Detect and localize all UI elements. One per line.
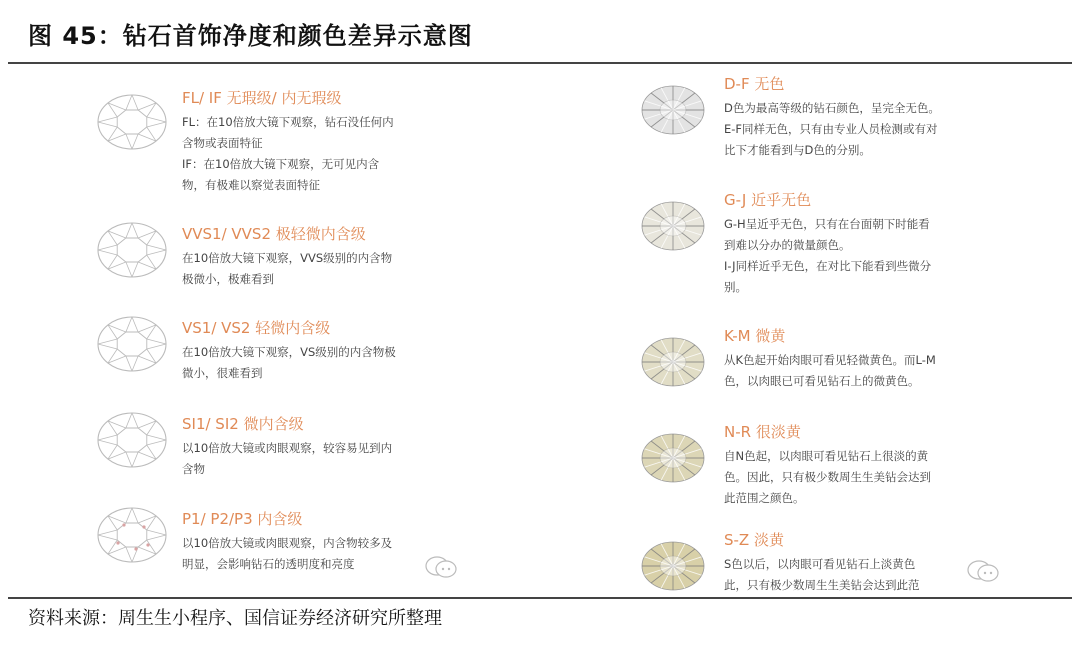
color-description: [724, 350, 994, 392]
color-column: [552, 70, 1012, 592]
diamond-outline-icon: [96, 505, 168, 565]
diamond-outline-icon: [96, 410, 168, 470]
title-bar: [0, 0, 1080, 64]
color-grade-item: [552, 72, 1012, 192]
color-description: [724, 98, 994, 161]
clarity-description-line: 明显，会影响钻石的透明度和亮度: [182, 557, 355, 571]
clarity-description: [182, 248, 527, 290]
clarity-heading: P1/ P2/P3 内含级: [182, 510, 303, 528]
top-rule: [8, 62, 1072, 64]
clarity-description: [182, 112, 527, 196]
color-grade-item: [552, 528, 1012, 648]
clarity-heading: SI1/ SI2 微内含级: [182, 415, 304, 433]
clarity-description-line: 极微小，极难看到: [182, 272, 274, 286]
clarity-column: [72, 70, 532, 584]
clarity-heading: FL/ IF 无瑕级/ 内无瑕级: [182, 89, 342, 107]
clarity-description-line: 微小，很难看到: [182, 366, 263, 380]
figure-title: 图 45：钻石首饰净度和颜色差异示意图: [28, 22, 473, 50]
diamond-icon: [640, 540, 706, 592]
source-note: 资料来源：周生生小程序、国信证券经济研究所整理: [28, 608, 442, 629]
chat-bubble-icon: [424, 554, 458, 580]
clarity-heading: VVS1/ VVS2 极轻微内含级: [182, 225, 366, 243]
clarity-grade-item: [72, 84, 532, 194]
clarity-grade-item: [72, 410, 532, 520]
clarity-description-line: 以10倍放大镜或肉眼观察，内含物较多及: [182, 536, 393, 550]
color-description-line: G-H呈近乎无色，只有在台面朝下时能看: [724, 217, 930, 231]
clarity-description-line: 含物或表面特征: [182, 136, 263, 150]
chat-bubble-icon: [966, 558, 1000, 584]
figure-image: [72, 70, 1012, 592]
color-description: [724, 214, 994, 298]
diamond-outline-icon: [96, 92, 168, 152]
diamond-icon: [640, 200, 706, 252]
color-description-line: 比下才能看到与D色的分别。: [724, 143, 871, 157]
color-description-line: 色，以肉眼已可看见钻石上的微黄色。: [724, 374, 920, 388]
clarity-description-line: 在10倍放大镜下观察，VS级别的内含物极: [182, 345, 396, 359]
color-description-line: 别。: [724, 280, 747, 294]
color-description-line: 此范围之颜色。: [724, 491, 805, 505]
color-description-line: S色以后，以肉眼可看见钻石上淡黄色: [724, 557, 916, 571]
clarity-description: [182, 438, 527, 480]
clarity-description-line: 物，有极难以察觉表面特征: [182, 178, 320, 192]
color-description-line: 从K色起开始肉眼可看见轻微黄色。而L-M: [724, 353, 936, 367]
color-description: [724, 554, 994, 596]
diamond-icon: [640, 84, 706, 136]
clarity-description-line: 在10倍放大镜下观察，VVS级别的内含物: [182, 251, 393, 265]
clarity-grade-item: [72, 314, 532, 424]
color-heading: K-M 微黄: [724, 327, 786, 345]
color-description-line: I-J同样近乎无色，在对比下能看到些微分: [724, 259, 932, 273]
clarity-heading: VS1/ VS2 轻微内含级: [182, 319, 331, 337]
clarity-description: [182, 342, 527, 384]
clarity-description-line: 以10倍放大镜或肉眼观察，较容易见到内: [182, 441, 393, 455]
diamond-outline-icon: [96, 220, 168, 280]
color-description-line: E-F同样无色，只有由专业人员检测或有对: [724, 122, 938, 136]
diamond-outline-icon: [96, 314, 168, 374]
clarity-description-line: FL：在10倍放大镜下观察，钻石没任何内: [182, 115, 394, 129]
color-description-line: 自N色起，以肉眼可看见钻石上很淡的黄: [724, 449, 929, 463]
color-grade-item: [552, 188, 1012, 308]
color-heading: G-J 近乎无色: [724, 191, 812, 209]
color-description-line: D色为最高等级的钻石颜色，呈完全无色。: [724, 101, 940, 115]
clarity-description: [182, 533, 527, 575]
clarity-description-line: IF：在10倍放大镜下观察，无可见内含: [182, 157, 380, 171]
diamond-icon: [640, 432, 706, 484]
color-description-line: 到难以分办的微量颜色。: [724, 238, 851, 252]
color-heading: S-Z 淡黄: [724, 531, 784, 549]
color-description-line: 色。因此，只有极少数周生生美钻会达到: [724, 470, 931, 484]
color-description-line: 此，只有极少数周生生美钻会达到此范: [724, 578, 920, 592]
color-description: [724, 446, 994, 509]
color-heading: D-F 无色: [724, 75, 785, 93]
clarity-description-line: 含物: [182, 462, 205, 476]
color-grade-item: [552, 420, 1012, 540]
bottom-rule: [8, 597, 1072, 599]
diamond-icon: [640, 336, 706, 388]
color-heading: N-R 很淡黄: [724, 423, 801, 441]
